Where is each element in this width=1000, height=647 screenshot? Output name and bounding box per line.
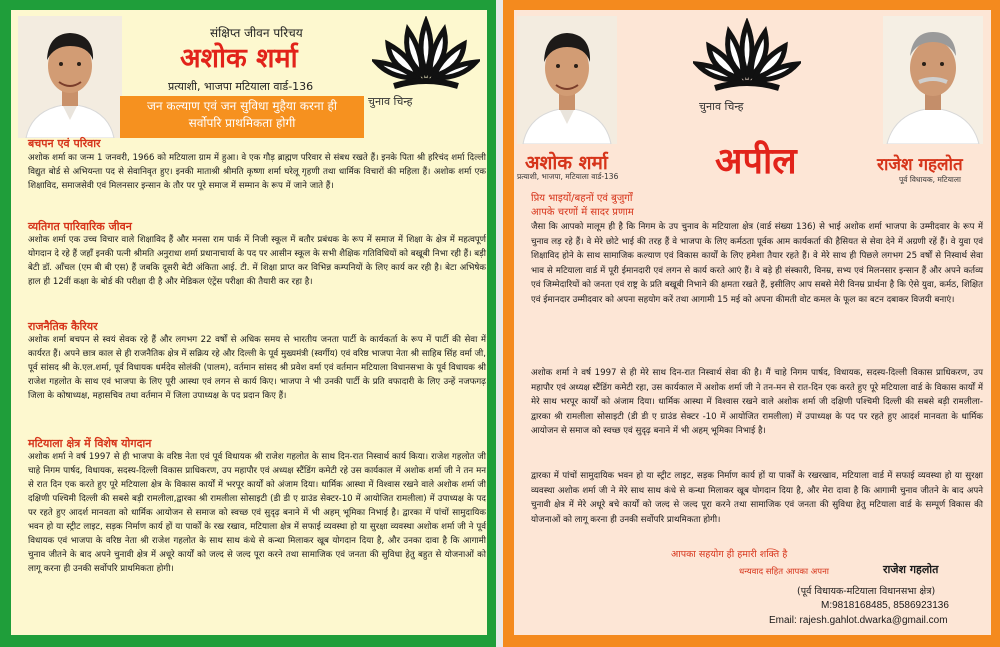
signatory-role: (पूर्व विधायक-मटियाला विधानसभा क्षेत्र) [797, 586, 936, 597]
candidate-name: अशोक शर्मा [525, 152, 608, 174]
appeal-paragraph: द्वारका में पांचों सामुदायिक भवन हो या स्ट्रीट लाइट, सड़क निर्माण कार्य हों या पार्कों के रखरखाव, मटियाला वार्ड में सफाई व्यवस्था हो या सुरक्षा व्यवस्था अशोक शर्मा जी ने मेरे साथ साथ कंधे से कन्धा मिलाकर खूब योगदान दिया है, और मेरा दावा है कि आगामी चुनाव जीतने के बाद अपने चुनावी क्षेत्र में मेरे अधूरे बचे कार्यों को जल्द से जल्द पूरा करने तथा सामाजिक एवं जनता की सुविधा हेतु मटियाला वार्ड के सम्पूर्ण विकास की योजनाओं को लागू करना ही उनकी सर्वोपरि प्राथमिकता होगी। [531, 471, 983, 525]
border-bottom [0, 635, 496, 647]
slogan-line-2: सर्वोपरि प्राथमिकता होगी [188, 116, 296, 130]
phone-number: M:9818168485, 8586923136 [821, 600, 949, 611]
thanks-label: धन्यवाद सहित आपका अपना [739, 567, 830, 577]
lotus-icon [693, 18, 801, 94]
section-text: अशोक शर्मा का जन्म 1 जनवरी, 1966 को मटियाला ग्राम में हुआ। वे एक गौड़ ब्राह्मण परिवार से संबध रखते हैं। इनके पिता श्री हरिचंद शर्मा दिल्ली विद्युत बोर्ड से अभियन्ता पद से सेवानिवृत हुए। इनकी माताश्री श्रीमति कृष्णा शर्मा घरेलू गृहणी तथा धार्मिक विचारों की महिला हैं। अशोक शर्मा एक शिक्षाविद, समाजसेवी एवं मिलनसार इन्सान के तौर पर पूरे समाज में सम्मान के रूप में जाने जाते हैं। [28, 153, 486, 191]
candidate-photo [517, 16, 617, 144]
symbol-label: चुनाव चिन्ह [368, 95, 413, 108]
header-title: संक्षिप्त जीवन परिचय [210, 26, 303, 40]
leader-photo [883, 16, 983, 144]
section-heading: मटियाला क्षेत्र में विशेष योगदान [28, 437, 152, 450]
border-right [991, 0, 1000, 647]
slogan-band [120, 96, 364, 138]
section-heading: बचपन एवं परिवार [28, 137, 101, 150]
salutation: आपके चरणों में सादर प्रणाम [531, 207, 634, 218]
border-left [503, 0, 514, 647]
section-heading: राजनैतिक कैरियर [28, 320, 98, 333]
symbol-label: चुनाव चिन्ह [699, 100, 744, 113]
appeal-page [503, 0, 1000, 647]
border-top [0, 0, 496, 10]
candidate-subtitle: प्रत्याशी, भाजपा, मटियाला वार्ड-136 [517, 172, 619, 181]
appeal-paragraph: अशोक शर्मा ने वर्ष 1997 से ही मेरे साथ दिन-रात निस्वार्थ सेवा की है। मैं चाहे निगम पार्षद, विधायक, सदस्य-दिल्ली विकास प्राधिकरण, उप महापौर एवं अध्यक्ष स्टैंडिंग कमेटी रहा, उस कार्यकाल में अशोक शर्मा जी ने तन-मन से रात-दिन एक करते हुए पूरे मटियाला वार्ड के विकास कार्यों में मेरे साथ भरपूर कार्यों को अंजाम दिया। धार्मिक आस्था में विश्वास रखने वाले अशोक शर्मा जी दक्षिणी पश्चिमी दिल्ली की सबसे बड़ी रामलीला-द्वारका श्री रामलीला सोसाइटी (डी डी ए ग्राउंड सेक्टर -10 में आयोजित रामलीला) में उपाध्यक्ष के पद पर रहते हुए आदर्श मानवता के धार्मिक आयोजन से समाज को स्वच्छ एवं सुदृढ़ बनाने में भी अहम् भूमिका निभाई है। [531, 368, 983, 437]
slogan-line-1: जन कल्याण एवं जन सुविधा मुहैया करना ही [147, 99, 337, 113]
email-address: Email: rajesh.gahlot.dwarka@gmail.com [769, 615, 948, 626]
border-bottom [503, 635, 1000, 647]
candidate-name: अशोक शर्मा [180, 43, 298, 74]
leader-name: राजेश गहलोत [877, 155, 963, 175]
border-right [487, 0, 496, 647]
leader-subtitle: पूर्व विधायक, मटियाला [899, 175, 961, 184]
candidate-subtitle: प्रत्याशी, भाजपा मटियाला वार्ड-136 [168, 80, 314, 93]
appeal-paragraph: जैसा कि आपको मालूम ही है कि निगम के उप चुनाव के मटियाला क्षेत्र (वार्ड संख्या 136) से भाई अशोक शर्मा भाजपा के उम्मीदवार के रूप में चुनाव लड़ रहे हैं। वे मेरे छोटे भाई की तरह हैं वे भाजपा के लिए कर्मठता पूर्वक आम कार्यकर्ता की हैसियत से सेवा देने में अग्रणी रहें हैं। वे युवा एवं शिक्षाविद होने के साथ सामाजिक कल्याण एवं विकास कार्यों के लिए हमेशा तैयार रहते हैं। वे मेरे साथ ही पिछले लगभग 25 वर्षों से निस्वार्थ सेवा भाव से मटियाला वार्ड में पूरी ईमानदारी एवं लगन से कार्य करते आएं हैं। वे बड़े ही संस्कारी, विनम्र, सभ्य एवं मिलनसार इन्सान हैं और अपने कर्तव्य एवं जिम्मेदारियों को जनता एवं राष्ट्र के प्रति बखूबी निभाने की क्षमता रखते हैं, इसीलिए आप सबसे मेरी विनम्र प्रार्थना है कि ऐसे युवा, कर्मठ, शिक्षित एवं ईमानदार उम्मीदवार को अपना सहयोग करें तथा आगामी 15 मई को अपना कीमती वोट कमल के फूल का बटन दबाकर विजयी बनाएं। [531, 222, 983, 305]
greeting: प्रिय भाइयों/बहनों एवं बुजुर्गों [531, 193, 633, 204]
candidate-photo [18, 16, 122, 138]
section-text: अशोक शर्मा ने वर्ष 1997 से ही भाजपा के वरिष्ठ नेता एवं पूर्व विधायक श्री राजेश गहलोत के साथ दिन-रात निस्वार्थ कार्य किया। राजेश गहलोत जी चाहे निगम पार्षद, विधायक, सदस्य-दिल्ली विकास प्राधिकरण, उप महापौर एवं अध्यक्ष स्टैंडिंग कमेटी रहे उस कार्यकाल में अशोक शर्मा जी ने तन मन से रात दिन एक करते हुए पूरे मटियाला क्षेत्र के विकास कार्यों में भरपूर कार्यों को अंजाम दिया। धार्मिक आस्था में विश्वास रखने वाले अशोक शर्मा जी दक्षिणी पश्चिमी दिल्ली की सबसे बड़ी रामलीला,द्वारका श्री रामलीला सोसाइटी (डी डी ए ग्राउंड सेक्टर-10 में आयोजित रामलीला) में उपाध्यक्ष के पद पर रहते हुए आदर्श मानवता को धार्मिक आयोजन से समाज को स्वच्छ एवं सुदृढ़ बनाने में भी अहम् भूमिका निभाई है। द्वारका में पांचों सामुदायिक भवन हो या स्ट्रीट लाइट, सड़क निर्माण कार्य हों या पार्कों के रख रखाव, मटियाला क्षेत्र में सफाई व्यवस्था हो या सुरक्षा व्यवस्था अशोक शर्मा जी ने पूर्व विधायक एवं भाजपा के वरिष्ठ नेता श्री राजेश गहलोत के साथ साथ कंधे से कन्धा मिलाकर खूब योगदान दिया है, और उनका दावा है कि आगामी चुनाव जीतने के बाद अपने चुनावी क्षेत्र में अधूरे कार्यों को जल्द से जल्द पूरा करने तथा सामाजिक एवं जनता की सुविधा हेतु बहुत से योजनाओं को लागू करना ही उनकी सर्वोपरि प्राथमिकता होगी। [28, 452, 486, 574]
appeal-title: अपील [715, 140, 797, 182]
biography-page [0, 0, 496, 647]
section-text: अशोक शर्मा बचपन से स्वयं सेवक रहे हैं और लगभग 22 वर्षों से अधिक समय से भारतीय जनता पार्टी के कार्यकर्ता के रूप में पार्टी की सेवा में कार्यरत हैं। अपने छात्र काल से ही राजनैतिक क्षेत्र में सक्रिय रहे और दिल्ली के पूर्व मुख्यमंत्री (स्वर्गीय) एवं वरिष्ठ भाजपा नेता श्री साहिब सिंह वर्मा जी, पूर्व सांसद श्री के.एल.शर्मा, पूर्व विधायक धर्मदेव सोलंकी (पालम), वर्तमान सांसद श्री प्रवेश वर्मा एवं वर्तमान मटियाला विधानसभा के पूर्व विधायक श्री राजेश गहलोत के साथ एवं भाजपा के लिए पूरी आस्था एवं लगन से कार्य किए। भाजपा ने भी उनकी पार्टी के प्रति वफादारी के लिए उन्हें नजफगढ़ जिला के कोषाध्यक्ष, महासचिव तथा वर्तमान में जिला उपाध्यक्ष के पद प्रदान किए हैं। [28, 335, 486, 401]
section-heading: व्यतिगत पारिवारिक जीवन [28, 220, 132, 233]
lotus-icon [372, 16, 480, 92]
border-top [503, 0, 1000, 10]
section-text: अशोक शर्मा एक उच्च विचार वाले शिक्षाविद हैं और मनसा राम पार्क में निजी स्कूल में बतौर प्रबंधक के रूप में समाज में शिक्षा के क्षेत्र में महत्वपूर्ण योगदान दे रहे हैं जहाँ इनकी पत्नी श्रीमति अनुराधा शर्मा प्रधानाचार्या के पद पर आसीन स्कूल के सभी शैक्षिक गतिविधियों को बखूबी निभा रही हैं। बड़ी बेटी डॉ. आँचल (एम बी बी एस) हैं जबकि दूसरी बेटी अंकिता आई. टी. में शिक्षा प्राप्त कर विभिन्न कम्पनियों के लिए कार्य कर रही है। बेटा अभिषेक हाल ही 12वीं कक्षा के बोर्ड की परीक्षा दी है और मेडिकल एंट्रेंस परीक्षा की तैयारी कर रहा है। [28, 235, 486, 287]
panel-divider [496, 0, 503, 647]
support-line: आपका सहयोग ही हमारी शक्ति है [671, 549, 788, 560]
signatory: राजेश गहलोत [883, 563, 939, 576]
border-left [0, 0, 11, 647]
